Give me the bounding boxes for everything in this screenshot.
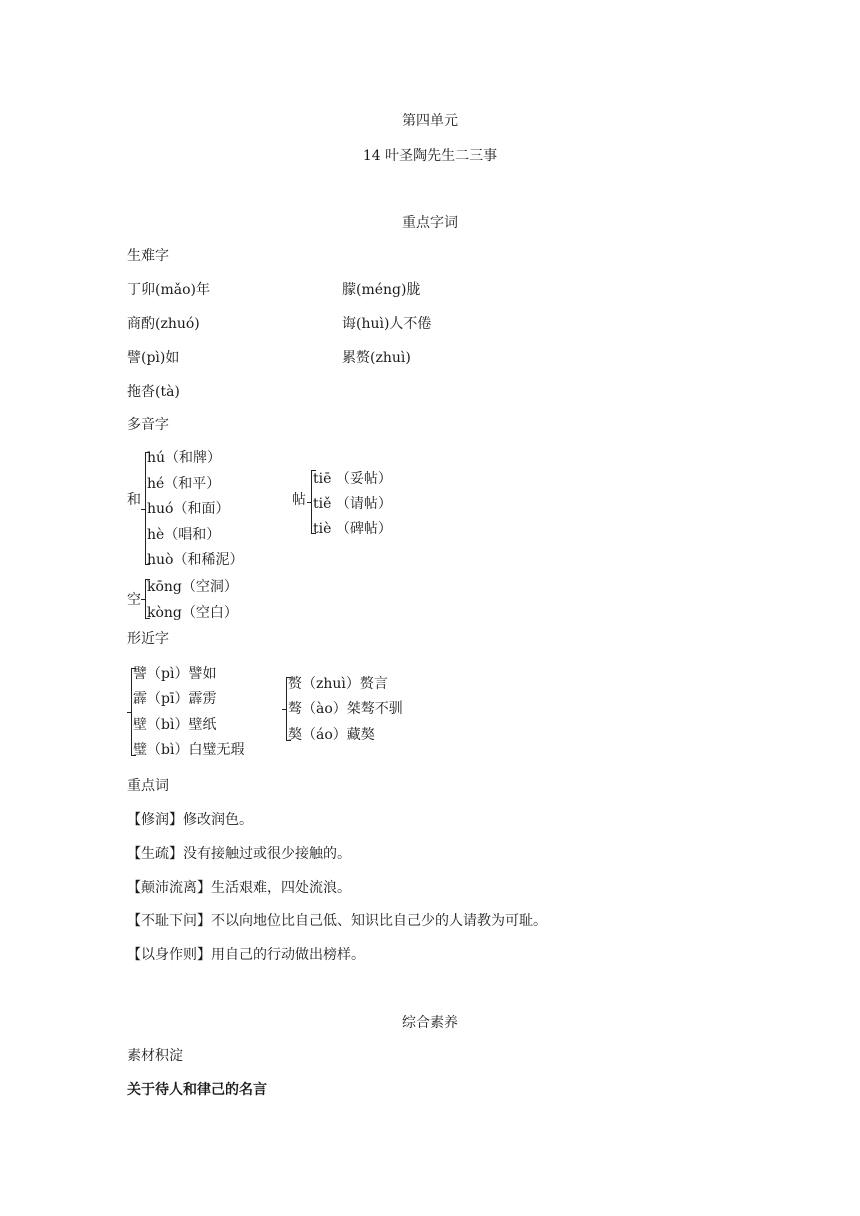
similar-char-item: 霹（pī）霹雳 xyxy=(133,691,217,707)
lesson-title: 14 叶圣陶先生二三事 xyxy=(362,148,498,164)
hard-char-item: 朦(méng)胧 xyxy=(342,282,421,298)
hard-char-item: 诲(huì)人不倦 xyxy=(342,316,432,332)
brace-he xyxy=(145,452,146,565)
hard-char-item: 譬(pì)如 xyxy=(127,350,180,366)
key-term-item: 【以身作则】用自己的行动做出榜样。 xyxy=(127,947,365,963)
hard-char-item: 拖沓(tà) xyxy=(127,384,180,400)
hard-char-item: 商酌(zhuó) xyxy=(127,316,200,332)
hard-chars-heading: 生难字 xyxy=(127,248,169,264)
polyphonic-reading: tiè （碑帖） xyxy=(313,521,392,537)
brace-kong xyxy=(145,579,146,619)
polyphonic-char-kong: 空 xyxy=(127,592,141,608)
section-title-key-words: 重点字词 xyxy=(402,215,458,231)
similar-char-item: 壁（bì）壁纸 xyxy=(133,717,217,733)
key-term-item: 【不耻下问】不以向地位比自己低、知识比自己少的人请教为可耻。 xyxy=(127,913,547,929)
similar-char-item: 璧（bì）白璧无瑕 xyxy=(133,742,245,758)
polyphonic-reading: hú（和牌） xyxy=(147,450,222,466)
hard-char-item: 累赘(zhuì) xyxy=(342,350,411,366)
key-term-item: 【生疏】没有接触过或很少接触的。 xyxy=(127,846,351,862)
key-term-item: 【修润】修改润色。 xyxy=(127,812,253,828)
similar-heading: 形近字 xyxy=(127,631,169,647)
brace-similar-1 xyxy=(131,668,132,756)
similar-char-item: 獒（áo）藏獒 xyxy=(288,727,375,743)
polyphonic-char-he: 和 xyxy=(127,492,141,508)
polyphonic-reading: kòng（空白） xyxy=(147,605,238,621)
brace-similar-2 xyxy=(286,677,287,741)
quotes-heading: 关于待人和律己的名言 xyxy=(127,1082,267,1098)
polyphonic-reading: huò（和稀泥） xyxy=(147,552,244,568)
material-heading: 素材积淀 xyxy=(127,1048,183,1064)
polyphonic-reading: tiě （请帖） xyxy=(313,496,392,512)
polyphonic-char-tie: 帖 xyxy=(292,492,306,508)
similar-char-item: 赘（zhuì）赘言 xyxy=(288,676,388,692)
hard-char-item: 丁卯(mǎo)年 xyxy=(127,282,210,298)
polyphonic-reading: tiē （妥帖） xyxy=(313,471,392,487)
section-title-literacy: 综合素养 xyxy=(402,1015,458,1031)
similar-char-item: 譬（pì）譬如 xyxy=(133,666,217,682)
polyphonic-reading: hé（和平） xyxy=(147,476,221,492)
key-term-item: 【颠沛流离】生活艰难，四处流浪。 xyxy=(127,880,351,896)
polyphonic-reading: kōng（空洞） xyxy=(147,579,238,595)
polyphonic-reading: huó（和面） xyxy=(147,501,230,517)
similar-char-item: 骜（ào）桀骜不驯 xyxy=(288,701,403,717)
polyphonic-reading: hè（唱和） xyxy=(147,527,221,543)
polyphonic-heading: 多音字 xyxy=(127,417,169,433)
brace-tie xyxy=(311,470,312,534)
key-terms-heading: 重点词 xyxy=(127,778,169,794)
unit-title: 第四单元 xyxy=(402,113,458,129)
